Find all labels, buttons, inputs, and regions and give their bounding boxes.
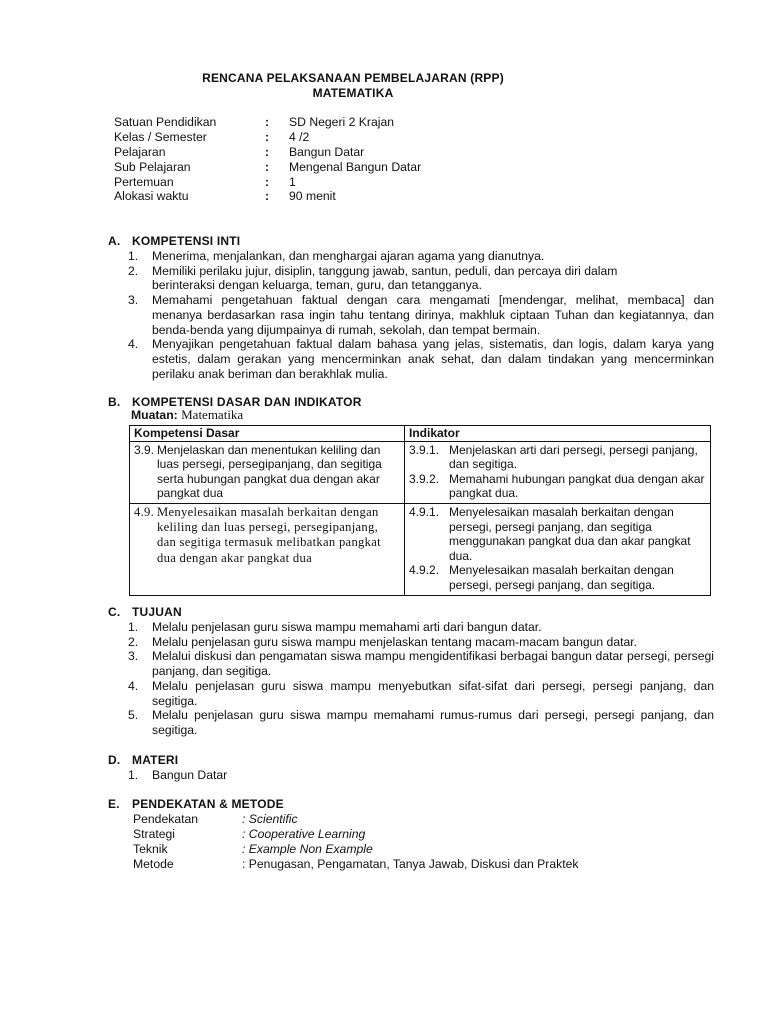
list-item-text: Bangun Datar — [152, 768, 228, 782]
indikator-item — [409, 472, 706, 501]
table-cell-indikator — [405, 503, 711, 595]
identity-row — [114, 130, 614, 145]
list-item — [128, 649, 714, 678]
metode-row — [133, 812, 693, 827]
list-item — [128, 620, 714, 635]
section-title: KOMPETENSI INTI — [132, 234, 241, 248]
table-cell-kd — [130, 503, 405, 595]
identity-row — [114, 175, 614, 190]
section-d-heading — [108, 753, 178, 768]
indikator-number: 4.9.1. — [409, 504, 440, 519]
indikator-number: 3.9.1. — [409, 442, 440, 457]
list-item-number: 1. — [128, 620, 139, 634]
identity-value: 90 menit — [289, 189, 336, 203]
kd-number: 4.9. — [134, 504, 155, 519]
metode-value: : Cooperative Learning — [242, 827, 366, 841]
identity-row — [114, 145, 614, 160]
identity-colon: : — [265, 130, 270, 144]
identity-label: Sub Pelajaran — [114, 160, 191, 174]
identity-value: 4 /2 — [289, 130, 310, 144]
section-e-heading — [108, 797, 284, 812]
section-title: PENDEKATAN & METODE — [132, 797, 284, 811]
indikator-item — [409, 563, 706, 592]
list-item-number: 1. — [128, 249, 139, 263]
table-row — [130, 441, 711, 503]
identity-colon: : — [265, 189, 270, 203]
kompetensi-dasar-table — [129, 425, 711, 596]
list-item — [128, 635, 714, 650]
identity-value: Bangun Datar — [289, 145, 365, 159]
identity-colon: : — [265, 160, 270, 174]
identity-value: SD Negeri 2 Krajan — [289, 115, 394, 129]
identity-label: Satuan Pendidikan — [114, 115, 217, 129]
metode-label: Pendekatan — [133, 812, 199, 826]
document-title: RENCANA PELAKSANAAN PEMBELAJARAN (RPP) — [202, 71, 504, 85]
list-item-number: 5. — [128, 708, 139, 723]
list-item-number: 1. — [128, 768, 139, 782]
table-header-indikator: Indikator — [405, 426, 711, 442]
metode-label: Teknik — [133, 842, 168, 856]
list-item-text: Menerima, menjalankan, dan menghargai ajaran agama yang dianutnya. — [152, 249, 545, 263]
identity-label: Alokasi waktu — [114, 189, 189, 203]
identity-row — [114, 160, 614, 175]
identity-value: Mengenal Bangun Datar — [289, 160, 422, 174]
list-item-text: Melalu penjelasan guru siswa mampu memahami rumus-rumus dari persegi, persegi panjang, dan segitiga. — [152, 708, 714, 737]
indikator-text: Memahami hubungan pangkat dua dengan akar pangkat dua. — [449, 471, 705, 501]
metode-row — [133, 842, 693, 857]
table-cell-indikator — [405, 441, 711, 503]
list-item-number: 3. — [128, 293, 139, 308]
list-item — [128, 708, 714, 737]
section-title: TUJUAN — [132, 605, 182, 619]
identity-row — [114, 115, 614, 130]
metode-value: : Scientific — [242, 812, 298, 826]
table-header-kd: Kompetensi Dasar — [130, 426, 405, 442]
list-item — [128, 337, 714, 381]
kd-number: 3.9. — [134, 442, 155, 457]
list-item — [128, 249, 714, 264]
kd-text: Menjelaskan dan menentukan keliling dan luas persegi, persegipanjang, dan segitiga serta hubungan pangkat dua dengan akar pangkat dua — [157, 442, 382, 501]
section-letter: C. — [108, 605, 121, 619]
metode-row — [133, 857, 693, 872]
indikator-item — [409, 443, 706, 472]
list-item-text: Melalu penjelasan guru siswa mampu menjelaskan tentang macam-macam bangun datar. — [152, 634, 638, 649]
identity-colon: : — [265, 115, 270, 129]
indikator-text: Menjelaskan arti dari persegi, persegi panjang, dan segitiga. — [449, 442, 698, 472]
list-item-number: 4. — [128, 337, 139, 352]
list-item-text: Melalu penjelasan guru siswa mampu menyebutkan sifat-sifat dari persegi, persegi panjang, dan segitiga. — [152, 678, 714, 708]
tujuan-list — [128, 620, 714, 738]
kd-item — [134, 505, 400, 566]
identity-value: 1 — [289, 175, 296, 189]
section-c-heading — [108, 605, 182, 620]
identity-label: Kelas / Semester — [114, 130, 207, 144]
list-item-number: 3. — [128, 649, 139, 664]
table-header-row — [130, 426, 711, 442]
section-a-heading — [108, 234, 240, 249]
identity-colon: : — [265, 145, 270, 159]
section-title: MATERI — [132, 753, 179, 767]
muatan-label: Muatan: — [131, 408, 178, 422]
identity-label: Pelajaran — [114, 145, 166, 159]
indikator-text: Menyelesaikan masalah berkaitan dengan persegi, persegi panjang, dan segitiga menggunakan pangkat dua dan akar pangkat dua. — [449, 504, 691, 563]
list-item — [128, 264, 714, 293]
list-item — [128, 768, 714, 783]
list-item-text: Memahami pengetahuan faktual dengan cara mengamati [mendengar, melihat, membaca] dan menanya berdasarkan rasa ingin tahu tentang dirinya, makhluk ciptaan Tuhan dan kegiatannya, dan benda-benda yang dijumpainya di rumah, sekolah, dan tempat bermain. — [152, 293, 714, 337]
metode-value: : Example Non Example — [242, 842, 373, 856]
indikator-number: 3.9.2. — [409, 471, 440, 486]
list-item-text: Menyajikan pengetahuan faktual dalam bahasa yang jelas, sistematis, dan logis, dalam karya yang estetis, dalam gerakan yang mencerminkan anak sehat, dan dalam tindakan yang mencerminkan perilaku anak beriman dan berakhlak mulia. — [152, 337, 714, 381]
list-item — [128, 293, 714, 337]
indikator-number: 4.9.2. — [409, 563, 440, 578]
list-item-text: Melalu penjelasan guru siswa mampu memahami arti dari bangun datar. — [152, 620, 542, 634]
list-item — [128, 679, 714, 708]
metode-row — [133, 827, 693, 842]
kompetensi-inti-list — [128, 249, 714, 381]
section-letter: A. — [108, 234, 121, 248]
section-letter: D. — [108, 753, 121, 767]
document-subtitle: MATEMATIKA — [312, 86, 394, 100]
muatan-value: Matematika — [181, 407, 244, 422]
list-item-text: Melalui diskusi dan pengamatan siswa mampu mengidentifikasi berbagai bangun datar persegi, persegi panjang, dan segitiga. — [152, 649, 714, 679]
section-letter: B. — [108, 395, 121, 409]
identity-row — [114, 189, 614, 204]
identity-colon: : — [265, 175, 270, 189]
identity-label: Pertemuan — [114, 175, 174, 189]
metode-value: : Penugasan, Pengamatan, Tanya Jawab, Diskusi dan Praktek — [242, 857, 579, 871]
indikator-item — [409, 505, 706, 563]
table-row — [130, 503, 711, 595]
pendekatan-metode-block — [133, 812, 693, 872]
list-item-number: 2. — [128, 634, 139, 649]
kd-item — [134, 443, 400, 501]
kd-text: Menyelesaikan masalah berkaitan dengan keliling dan luas persegi, persegipanjang, dan segitiga termasuk melibatkan pangkat dua dengan akar pangkat dua — [157, 504, 381, 565]
list-item-number: 2. — [128, 263, 139, 278]
section-letter: E. — [108, 797, 120, 811]
section-title: KOMPETENSI DASAR DAN INDIKATOR — [132, 395, 362, 409]
muatan-line — [131, 408, 243, 423]
metode-label: Metode — [133, 857, 174, 871]
table-cell-kd — [130, 441, 405, 503]
list-item-text: Memiliki perilaku jujur, disiplin, tanggung jawab, santun, peduli, dan percaya diri dalam berinteraksi dengan keluarga, teman, guru, dan tetangganya. — [152, 263, 618, 293]
metode-label: Strategi — [133, 827, 176, 841]
list-item-number: 4. — [128, 678, 139, 693]
indikator-text: Menyelesaikan masalah berkaitan dengan persegi, persegi panjang, dan segitiga. — [449, 563, 674, 592]
materi-list — [128, 768, 714, 783]
